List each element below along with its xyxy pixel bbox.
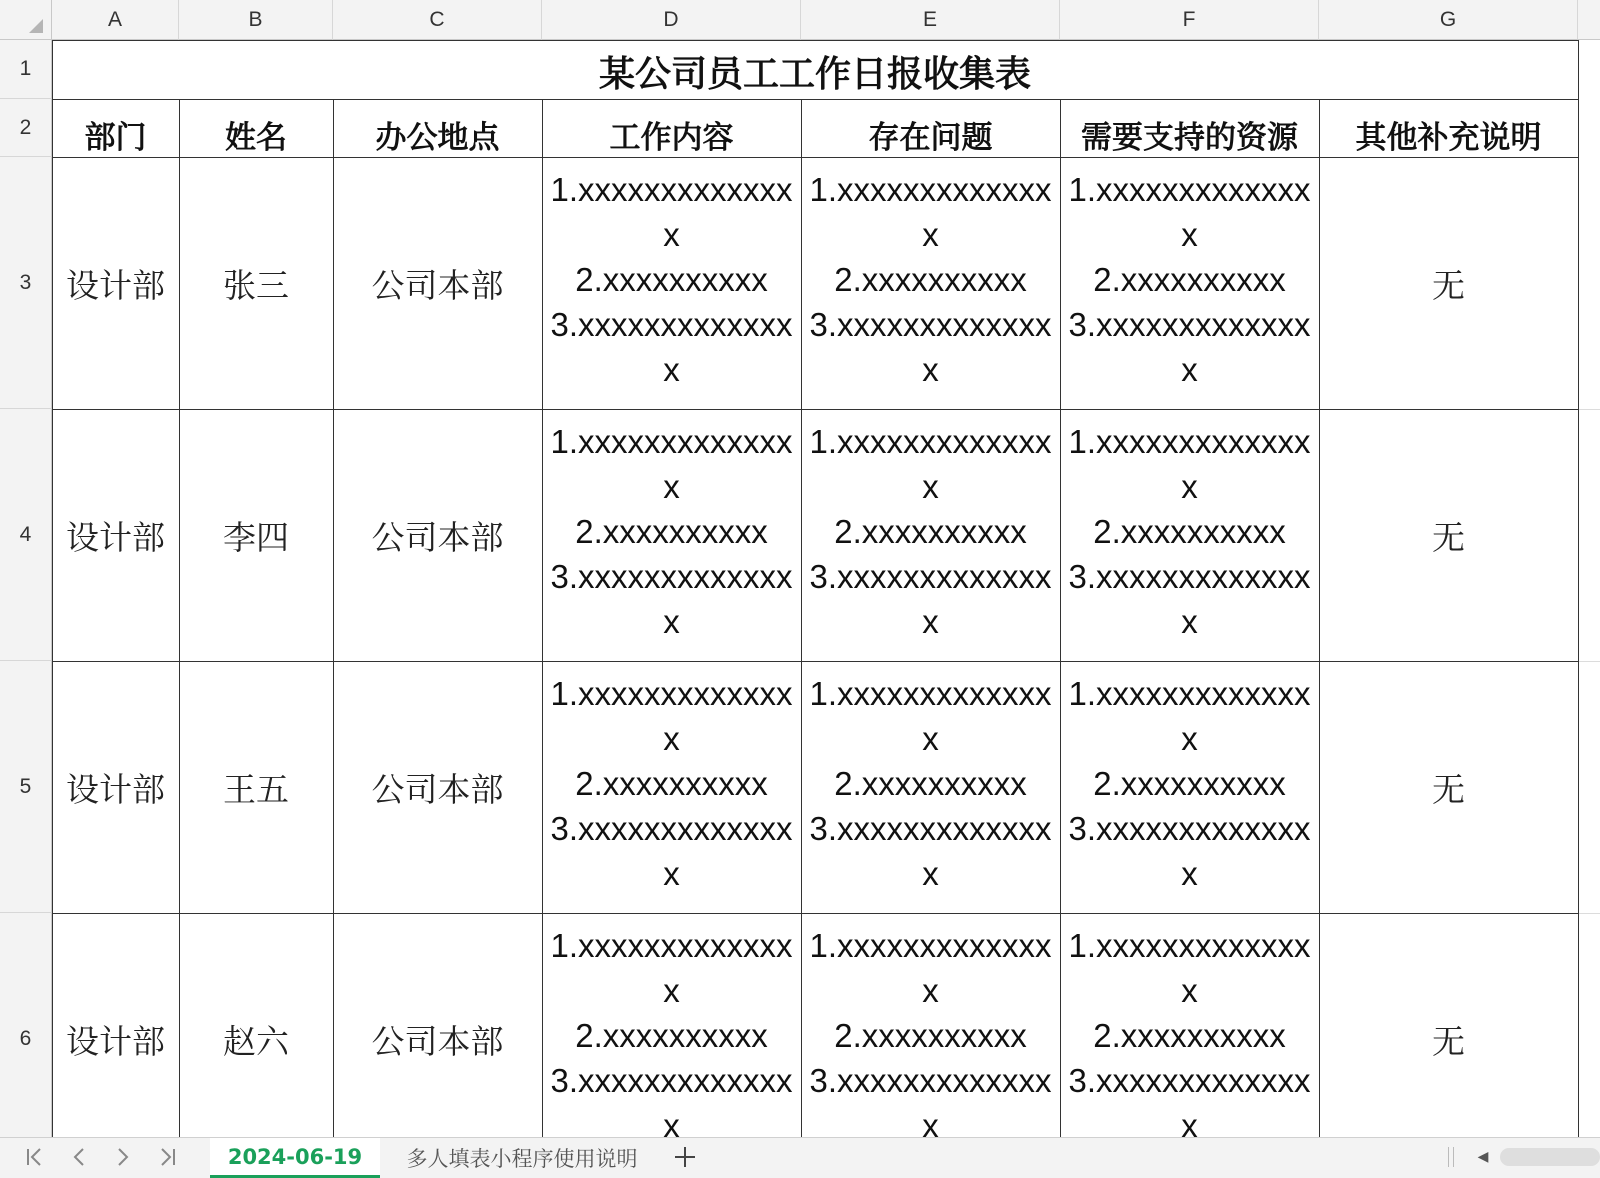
table-border (52, 40, 1579, 41)
table-border (333, 99, 334, 1137)
row-header-3[interactable]: 3 (0, 157, 52, 409)
cell-issues[interactable]: 1.xxxxxxxxxxxxxx 2.xxxxxxxxxx 3.xxxxxxxxxxxxxx (809, 423, 1052, 640)
first-sheet-icon[interactable] (20, 1142, 50, 1172)
table-border (1578, 40, 1579, 1137)
cell-resources[interactable]: 1.xxxxxxxxxxxxxx 2.xxxxxxxxxx 3.xxxxxxxxxxxxxx (1068, 171, 1311, 388)
cell-issues[interactable]: 1.xxxxxxxxxxxxxx 2.xxxxxxxxxx 3.xxxxxxxxxxxxxx (809, 675, 1052, 892)
header-cell-dept[interactable]: 部门 (84, 120, 147, 156)
cell-notes[interactable]: 无 (1432, 265, 1465, 305)
scrollbar-thumb[interactable] (1500, 1148, 1600, 1166)
select-all-corner[interactable] (0, 0, 52, 40)
table-border (1319, 99, 1320, 1137)
grid-line (1578, 409, 1600, 410)
header-cell-name[interactable]: 姓名 (225, 120, 287, 156)
table-border (1060, 99, 1061, 1137)
row-header-5[interactable]: 5 (0, 661, 52, 913)
prev-sheet-icon[interactable] (64, 1142, 94, 1172)
sheet-title-cell[interactable]: 某公司员工工作日报收集表 (598, 53, 1031, 95)
cell-location[interactable]: 公司本部 (371, 517, 504, 557)
cell-notes[interactable]: 无 (1432, 517, 1465, 557)
sheet-tab[interactable]: 多人填表小程序使用说明 (406, 1147, 638, 1171)
cell-dept[interactable]: 设计部 (66, 517, 165, 557)
cell-resources[interactable]: 1.xxxxxxxxxxxxxx 2.xxxxxxxxxx 3.xxxxxxxxxxxxxx (1068, 423, 1311, 640)
header-cell-resources[interactable]: 需要支持的资源 (1081, 120, 1298, 156)
table-border (52, 913, 1579, 914)
header-cell-notes[interactable]: 其他补充说明 (1355, 120, 1542, 156)
scrollbar-splitter-icon[interactable] (1448, 1147, 1454, 1167)
cell-location[interactable]: 公司本部 (371, 1021, 504, 1061)
scroll-left-icon[interactable]: ◀ (1477, 1149, 1489, 1165)
column-header-b[interactable]: B (179, 0, 333, 40)
grid-line (1578, 661, 1600, 662)
cell-location[interactable]: 公司本部 (371, 769, 504, 809)
table-border (179, 99, 180, 1137)
table-border (52, 157, 1579, 158)
row-header-2[interactable]: 2 (0, 99, 52, 157)
cell-work[interactable]: 1.xxxxxxxxxxxxxx 2.xxxxxxxxxx 3.xxxxxxxxxxxxxx (550, 423, 793, 640)
cell-resources[interactable]: 1.xxxxxxxxxxxxxx 2.xxxxxxxxxx 3.xxxxxxxxxxxxxx (1068, 675, 1311, 892)
table-border (542, 99, 543, 1137)
cell-dept[interactable]: 设计部 (66, 265, 165, 305)
cell-notes[interactable]: 无 (1432, 1021, 1465, 1061)
cell-work[interactable]: 1.xxxxxxxxxxxxxx 2.xxxxxxxxxx 3.xxxxxxxxxxxxxx (550, 927, 793, 1137)
cell-dept[interactable]: 设计部 (66, 1021, 165, 1061)
grid-line (1578, 913, 1600, 914)
table-border (52, 40, 53, 1137)
last-sheet-icon[interactable] (152, 1142, 182, 1172)
cell-issues[interactable]: 1.xxxxxxxxxxxxxx 2.xxxxxxxxxx 3.xxxxxxxxxxxxxx (809, 171, 1052, 388)
plus-icon[interactable] (668, 1140, 702, 1174)
header-cell-location[interactable]: 办公地点 (375, 120, 500, 156)
column-header-d[interactable]: D (542, 0, 801, 40)
cell-notes[interactable]: 无 (1432, 769, 1465, 809)
header-cell-work[interactable]: 工作内容 (609, 120, 734, 156)
column-header-f[interactable]: F (1060, 0, 1319, 40)
row-header-6[interactable]: 6 (0, 913, 52, 1137)
cell-issues[interactable]: 1.xxxxxxxxxxxxxx 2.xxxxxxxxxx 3.xxxxxxxxxxxxxx (809, 927, 1052, 1137)
column-header-h-partial[interactable] (1578, 0, 1600, 40)
cell-work[interactable]: 1.xxxxxxxxxxxxxx 2.xxxxxxxxxx 3.xxxxxxxxxxxxxx (550, 675, 793, 892)
cell-resources[interactable]: 1.xxxxxxxxxxxxxx 2.xxxxxxxxxx 3.xxxxxxxxxxxxxx (1068, 927, 1311, 1137)
cell-name[interactable]: 李四 (223, 517, 289, 557)
cell-location[interactable]: 公司本部 (371, 265, 504, 305)
column-header-g[interactable]: G (1319, 0, 1578, 40)
column-header-e[interactable]: E (801, 0, 1060, 40)
cell-name[interactable]: 赵六 (223, 1021, 289, 1061)
select-all-triangle-icon (29, 19, 43, 33)
sheet-tab-active[interactable]: 2024-06-19 (210, 1138, 380, 1178)
table-border (52, 661, 1579, 662)
cell-name[interactable]: 王五 (223, 769, 289, 809)
header-cell-issues[interactable]: 存在问题 (868, 120, 993, 156)
table-border (52, 409, 1579, 410)
next-sheet-icon[interactable] (108, 1142, 138, 1172)
column-header-a[interactable]: A (52, 0, 179, 40)
column-header-c[interactable]: C (333, 0, 542, 40)
sheet-tab-bar (0, 1137, 1600, 1178)
cell-name[interactable]: 张三 (223, 265, 289, 305)
horizontal-scrollbar[interactable] (1448, 1144, 1600, 1170)
row-header-1[interactable]: 1 (0, 40, 52, 99)
table-border (52, 99, 1579, 100)
cell-dept[interactable]: 设计部 (66, 769, 165, 809)
row-header-4[interactable]: 4 (0, 409, 52, 661)
table-border (801, 99, 802, 1137)
cell-work[interactable]: 1.xxxxxxxxxxxxxx 2.xxxxxxxxxx 3.xxxxxxxxxxxxxx (550, 171, 793, 388)
